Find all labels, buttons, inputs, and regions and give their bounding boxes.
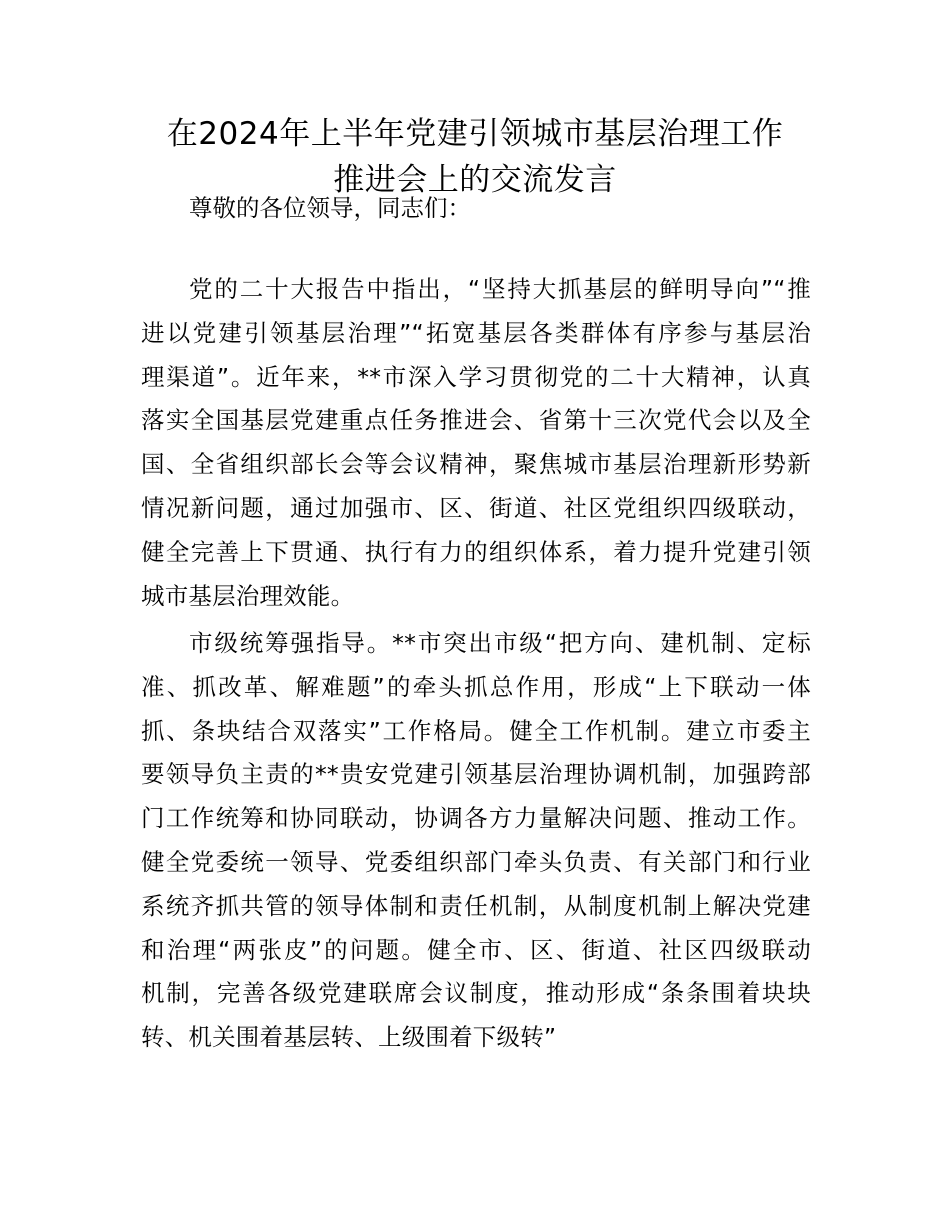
paragraph-line: 准、抓改革、解难题”的牵头抓总作用，形成“上下联动一体 bbox=[141, 672, 811, 701]
paragraph-line: 落实全国基层党建重点任务推进会、省第十三次党代会以及全 bbox=[141, 406, 811, 435]
paragraph-line: 转、机关围着基层转、上级围着下级转” bbox=[141, 1023, 557, 1052]
paragraph-line: 进以党建引领基层治理”“拓宽基层各类群体有序参与基层治 bbox=[141, 318, 811, 347]
paragraph-line: 系统齐抓共管的领导体制和责任机制，从制度机制上解决党建 bbox=[141, 891, 811, 920]
paragraph-2 bbox=[141, 622, 811, 1060]
paragraph-line: 党的二十大报告中指出，“坚持大抓基层的鲜明导向”“推 bbox=[189, 275, 811, 303]
paragraph-line: 城市基层治理效能。 bbox=[141, 581, 355, 610]
paragraph-line: 健全党委统一领导、党委组织部门牵头负责、有关部门和行业 bbox=[141, 847, 811, 876]
document-title-line-2: 推进会上的交流发言 bbox=[333, 162, 617, 198]
paragraph-line: 机制，完善各级党建联席会议制度，推动形成“条条围着块块 bbox=[141, 979, 811, 1008]
paragraph-line: 情况新问题，通过加强市、区、街道、社区党组织四级联动， bbox=[141, 493, 811, 522]
paragraph-1 bbox=[141, 268, 811, 618]
paragraph-line: 国、全省组织部长会等会议精神，聚焦城市基层治理新形势新 bbox=[141, 450, 811, 479]
paragraph-line: 健全完善上下贯通、执行有力的组织体系，着力提升党建引领 bbox=[141, 537, 811, 566]
paragraph-line: 市级统筹强指导。**市突出市级“把方向、建机制、定标 bbox=[189, 629, 811, 657]
salutation: 尊敬的各位领导，同志们： bbox=[189, 194, 471, 222]
paragraph-line: 要领导负主责的**贵安党建引领基层治理协调机制，加强跨部 bbox=[141, 760, 811, 789]
paragraph-line: 和治理“两张皮”的问题。健全市、区、街道、社区四级联动 bbox=[141, 935, 811, 964]
paragraph-line: 抓、条块结合双落实”工作格局。健全工作机制。建立市委主 bbox=[141, 716, 811, 745]
document-title-line-1: 在2024年上半年党建引领城市基层治理工作 bbox=[166, 116, 784, 152]
paragraph-line: 门工作统筹和协同联动，协调各方力量解决问题、推动工作。 bbox=[141, 804, 811, 833]
paragraph-line: 理渠道”。近年来，**市深入学习贯彻党的二十大精神，认真 bbox=[141, 362, 811, 391]
